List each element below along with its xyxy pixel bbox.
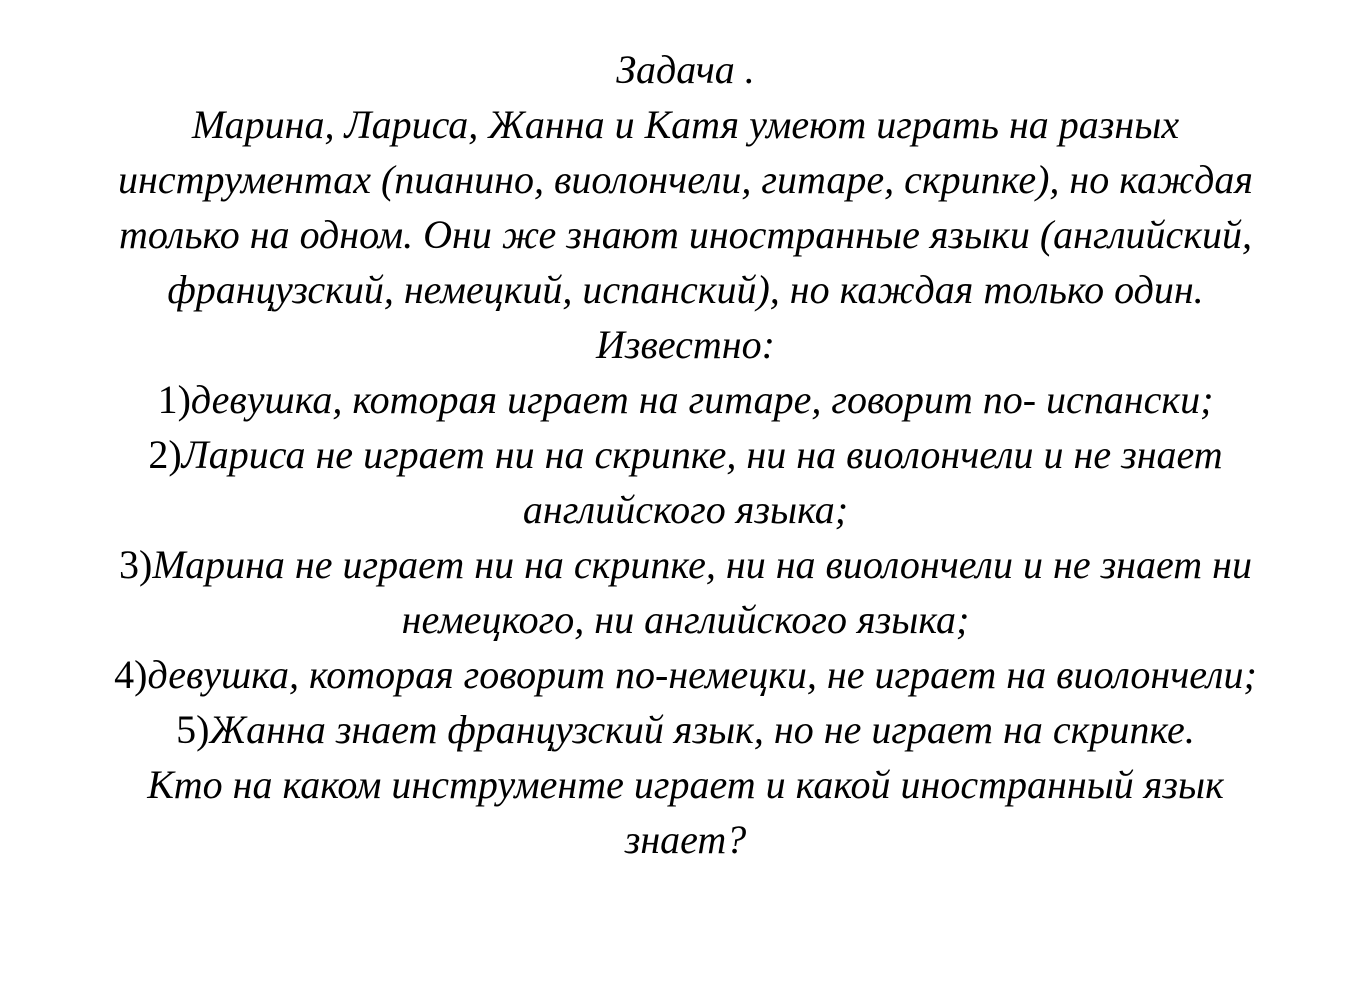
condition-4 — [0, 647, 1371, 702]
condition-number: 5) — [176, 707, 210, 752]
known-label: Известно: — [596, 322, 775, 367]
condition-3 — [0, 537, 1371, 592]
condition-text: Марина не играет ни на скрипке, ни на виолончели и не знает ни — [152, 542, 1252, 587]
intro-line: только на одном. Они же знают иностранные языки (английский, — [119, 212, 1252, 257]
condition-number: 4) — [114, 652, 148, 697]
intro-line: Марина, Лариса, Жанна и Катя умеют играть на разных — [191, 102, 1180, 147]
problem-title: Задача . — [616, 47, 755, 92]
problem-text — [0, 42, 1371, 867]
condition-text: девушка, которая играет на гитаре, говорит по- испански; — [190, 377, 1214, 422]
question-line: Кто на каком инструменте играет и какой иностранный язык — [147, 762, 1224, 807]
condition-number: 3) — [119, 542, 153, 587]
condition-1 — [0, 372, 1371, 427]
question-line: знает? — [624, 817, 747, 862]
condition-number: 2) — [148, 432, 182, 477]
condition-text: Лариса не играет ни на скрипке, ни на виолончели и не знает — [181, 432, 1223, 477]
condition-number: 1) — [157, 377, 191, 422]
condition-2-continued: английского языка; — [522, 487, 849, 532]
condition-5 — [0, 702, 1371, 757]
intro-line: инструментах (пианино, виолончели, гитаре, скрипке), но каждая — [118, 157, 1253, 202]
condition-text: девушка, которая говорит по-немецки, не играет на виолончели; — [147, 652, 1257, 697]
condition-text: Жанна знает французский язык, но не играет на скрипке. — [209, 707, 1195, 752]
intro-line: французский, немецкий, испанский), но каждая только один. — [167, 267, 1204, 312]
condition-2 — [0, 427, 1371, 482]
condition-3-continued: немецкого, ни английского языка; — [401, 597, 970, 642]
